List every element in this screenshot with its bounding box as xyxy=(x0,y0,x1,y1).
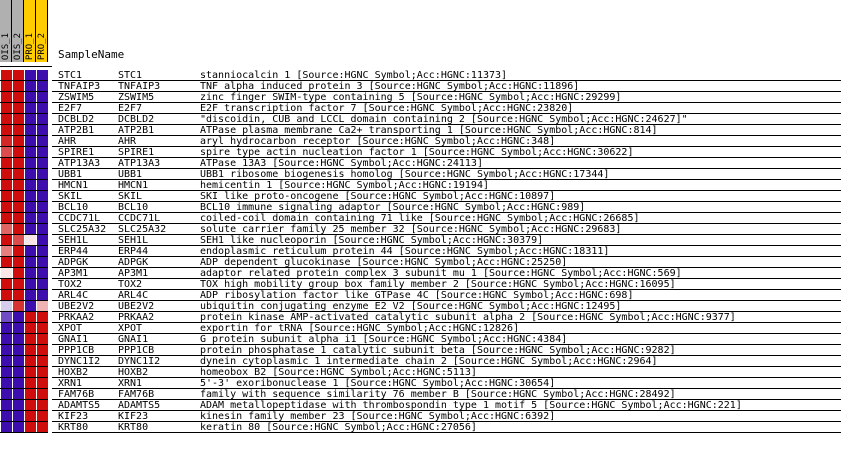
table-row[interactable] xyxy=(0,356,841,367)
table-row[interactable] xyxy=(0,279,841,290)
gene-symbol: ZSWIM5 xyxy=(58,92,95,103)
table-row[interactable] xyxy=(0,169,841,180)
heatmap-cell[interactable] xyxy=(37,411,48,421)
gene-alias: ATP2B1 xyxy=(118,125,155,136)
gene-symbol: STC1 xyxy=(58,70,83,81)
heatmap-cell[interactable] xyxy=(37,268,48,278)
gene-alias: E2F7 xyxy=(118,103,143,114)
header-divider xyxy=(0,66,52,67)
heatmap-cell[interactable] xyxy=(1,411,12,421)
heatmap-cell[interactable] xyxy=(1,257,12,267)
heatmap-cell[interactable] xyxy=(13,279,24,289)
gene-description: adaptor related protein complex 3 subunit mu 1 [Source:HGNC Symbol;Acc:HGNC:569] xyxy=(200,268,682,279)
heatmap-cell[interactable] xyxy=(1,279,12,289)
heatmap-cell[interactable] xyxy=(1,323,12,333)
gene-alias: SLC25A32 xyxy=(118,224,167,235)
heatmap-cell[interactable] xyxy=(13,136,24,146)
heatmap-cell[interactable] xyxy=(13,81,24,91)
table-row[interactable] xyxy=(0,290,841,301)
heatmap-cell[interactable] xyxy=(25,257,36,267)
gene-alias: HOXB2 xyxy=(118,367,149,378)
gene-description: coiled-coil domain containing 71 like [Source:HGNC Symbol;Acc:HGNC:26685] xyxy=(200,213,640,224)
gene-alias: ADAMTS5 xyxy=(118,400,161,411)
heatmap-cell[interactable] xyxy=(13,411,24,421)
gene-symbol: ARL4C xyxy=(58,290,89,301)
table-row[interactable] xyxy=(0,114,841,125)
heatmap-cell[interactable] xyxy=(25,136,36,146)
heatmap-cell[interactable] xyxy=(13,345,24,355)
gene-description: kinesin family member 23 [Source:HGNC Symbol;Acc:HGNC:6392] xyxy=(200,411,556,422)
gene-alias: GNAI1 xyxy=(118,334,149,345)
heatmap-cell[interactable] xyxy=(13,257,24,267)
table-row[interactable] xyxy=(0,202,841,213)
heatmap-cell[interactable] xyxy=(1,356,12,366)
gene-symbol: BCL10 xyxy=(58,202,89,213)
gene-description: SEH1 like nucleoporin [Source:HGNC Symbol;Acc:HGNC:30379] xyxy=(200,235,544,246)
heatmap-cell[interactable] xyxy=(25,246,36,256)
heatmap-cell[interactable] xyxy=(37,257,48,267)
column-header-pro-2[interactable] xyxy=(36,0,48,62)
gene-symbol: SEH1L xyxy=(58,235,89,246)
gene-symbol: TOX2 xyxy=(58,279,83,290)
column-header-ois-1[interactable] xyxy=(0,0,12,62)
gene-symbol: UBE2V2 xyxy=(58,301,95,312)
column-label: OIS_1 xyxy=(1,32,11,60)
heatmap-cell[interactable] xyxy=(25,114,36,124)
gene-symbol: PRKAA2 xyxy=(58,312,95,323)
gene-description: BCL10 immune signaling adaptor [Source:HGNC Symbol;Acc:HGNC:989] xyxy=(200,202,586,213)
heatmap-cell[interactable] xyxy=(25,389,36,399)
gene-symbol: ERP44 xyxy=(58,246,89,257)
gene-alias: SKIL xyxy=(118,191,143,202)
gene-description: endoplasmic reticulum protein 44 [Source:HGNC Symbol;Acc:HGNC:18311] xyxy=(200,246,610,257)
heatmap-cell[interactable] xyxy=(13,268,24,278)
heatmap-cell[interactable] xyxy=(25,312,36,322)
gene-symbol: FAM76B xyxy=(58,389,95,400)
heatmap-cell[interactable] xyxy=(25,400,36,410)
gene-alias: ADPGK xyxy=(118,257,149,268)
heatmap-cell[interactable] xyxy=(37,169,48,179)
gene-description: exportin for tRNA [Source:HGNC Symbol;Acc:HGNC:12826] xyxy=(200,323,520,334)
gene-description: spire type actin nucleation factor 1 [Source:HGNC Symbol;Acc:HGNC:30622] xyxy=(200,147,634,158)
heatmap-cell[interactable] xyxy=(25,92,36,102)
heatmap-cell[interactable] xyxy=(13,114,24,124)
column-label: OIS_2 xyxy=(13,32,23,60)
heatmap-cell[interactable] xyxy=(13,213,24,223)
heatmap-cell[interactable] xyxy=(25,147,36,157)
heatmap-cell[interactable] xyxy=(25,191,36,201)
table-row[interactable] xyxy=(0,213,841,224)
gene-alias: ERP44 xyxy=(118,246,149,257)
gene-description: dynein cytoplasmic 1 intermediate chain 2 [Source:HGNC Symbol;Acc:HGNC:2964] xyxy=(200,356,658,367)
gene-alias: KRT80 xyxy=(118,422,149,433)
heatmap-cell[interactable] xyxy=(25,268,36,278)
gene-symbol: E2F7 xyxy=(58,103,83,114)
heatmap-cell[interactable] xyxy=(13,378,24,388)
gene-symbol: ADPGK xyxy=(58,257,89,268)
table-row[interactable] xyxy=(0,400,841,411)
table-row[interactable] xyxy=(0,224,841,235)
heatmap-cell[interactable] xyxy=(13,70,24,80)
gene-symbol: XPOT xyxy=(58,323,83,334)
heatmap-cell[interactable] xyxy=(25,213,36,223)
table-row[interactable] xyxy=(0,345,841,356)
table-row[interactable] xyxy=(0,334,841,345)
gene-description: TOX high mobility group box family member 2 [Source:HGNC Symbol;Acc:HGNC:16095] xyxy=(200,279,676,290)
gene-alias: PPP1CB xyxy=(118,345,155,356)
gene-description: "discoidin, CUB and LCCL domain containing 2 [Source:HGNC Symbol;Acc:HGNC:24627]" xyxy=(200,114,688,125)
heatmap-cell[interactable] xyxy=(25,158,36,168)
gene-symbol: UBB1 xyxy=(58,169,83,180)
table-row[interactable] xyxy=(0,81,841,92)
heatmap-cell[interactable] xyxy=(25,169,36,179)
heatmap-cell[interactable] xyxy=(1,180,12,190)
table-row[interactable] xyxy=(0,301,841,312)
heatmap-cell[interactable] xyxy=(25,345,36,355)
heatmap-cell[interactable] xyxy=(1,389,12,399)
heatmap-cell[interactable] xyxy=(1,125,12,135)
heatmap-cell[interactable] xyxy=(37,81,48,91)
heatmap-cell[interactable] xyxy=(25,356,36,366)
gene-symbol: XRN1 xyxy=(58,378,83,389)
heatmap-cell[interactable] xyxy=(1,81,12,91)
heatmap-cell[interactable] xyxy=(25,279,36,289)
heatmap-cell[interactable] xyxy=(1,191,12,201)
table-row[interactable] xyxy=(0,257,841,268)
gene-description: 5'-3' exoribonuclease 1 [Source:HGNC Symbol;Acc:HGNC:30654] xyxy=(200,378,556,389)
table-row[interactable] xyxy=(0,180,841,191)
heatmap-cell[interactable] xyxy=(1,301,12,311)
heatmap-cell[interactable] xyxy=(1,213,12,223)
heatmap-cell[interactable] xyxy=(1,92,12,102)
heatmap-cell[interactable] xyxy=(25,103,36,113)
gene-description: ubiquitin conjugating enzyme E2 V2 [Source:HGNC Symbol;Acc:HGNC:12495] xyxy=(200,301,622,312)
heatmap-cell[interactable] xyxy=(1,147,12,157)
heatmap-cell[interactable] xyxy=(13,367,24,377)
table-row[interactable] xyxy=(0,125,841,136)
gene-alias: ZSWIM5 xyxy=(118,92,155,103)
gene-description: ADAM metallopeptidase with thrombospondin type 1 motif 5 [Source:HGNC Symbol;Acc:HGNC:221] xyxy=(200,400,742,411)
heatmap-cell[interactable] xyxy=(25,367,36,377)
heatmap-cell[interactable] xyxy=(37,114,48,124)
gene-symbol: DYNC1I2 xyxy=(58,356,101,367)
gene-description: aryl hydrocarbon receptor [Source:HGNC Symbol;Acc:HGNC:348] xyxy=(200,136,556,147)
table-row[interactable] xyxy=(0,312,841,323)
gene-description: zinc finger SWIM-type containing 5 [Source:HGNC Symbol;Acc:HGNC:29299] xyxy=(200,92,622,103)
heatmap-cell[interactable] xyxy=(25,334,36,344)
gene-symbol: CCDC71L xyxy=(58,213,101,224)
heatmap-cell[interactable] xyxy=(13,312,24,322)
heatmap-cell[interactable] xyxy=(13,246,24,256)
gene-symbol: KRT80 xyxy=(58,422,89,433)
gene-description: ADP ribosylation factor like GTPase 4C [Source:HGNC Symbol;Acc:HGNC:698] xyxy=(200,290,634,301)
gene-symbol: SPIRE1 xyxy=(58,147,95,158)
gene-alias: BCL10 xyxy=(118,202,149,213)
heatmap-cell[interactable] xyxy=(37,279,48,289)
heatmap-cell[interactable] xyxy=(13,301,24,311)
heatmap-cell[interactable] xyxy=(13,191,24,201)
heatmap-cell[interactable] xyxy=(37,389,48,399)
column-header-ois-2[interactable] xyxy=(12,0,24,62)
gene-alias: DYNC1I2 xyxy=(118,356,161,367)
heatmap-cell[interactable] xyxy=(25,422,36,432)
gene-description: ATPase plasma membrane Ca2+ transporting 1 [Source:HGNC Symbol;Acc:HGNC:814] xyxy=(200,125,658,136)
gene-alias: SEH1L xyxy=(118,235,149,246)
heatmap-cell[interactable] xyxy=(13,356,24,366)
heatmap-cell[interactable] xyxy=(37,224,48,234)
heatmap-cell[interactable] xyxy=(13,158,24,168)
heatmap-cell[interactable] xyxy=(37,378,48,388)
gene-symbol: ATP13A3 xyxy=(58,158,101,169)
heatmap-cell[interactable] xyxy=(13,422,24,432)
heatmap-cell[interactable] xyxy=(1,367,12,377)
heatmap-cell[interactable] xyxy=(13,103,24,113)
heatmap-cell[interactable] xyxy=(37,422,48,432)
heatmap-cell[interactable] xyxy=(37,158,48,168)
heatmap-cell[interactable] xyxy=(37,367,48,377)
heatmap-cell[interactable] xyxy=(37,147,48,157)
gene-symbol: HMCN1 xyxy=(58,180,89,191)
table-row[interactable] xyxy=(0,268,841,279)
gene-symbol: AP3M1 xyxy=(58,268,89,279)
gene-description: TNF alpha induced protein 3 [Source:HGNC Symbol;Acc:HGNC:11896] xyxy=(200,81,580,92)
table-row[interactable] xyxy=(0,92,841,103)
heatmap-cell[interactable] xyxy=(37,103,48,113)
heatmap-cell[interactable] xyxy=(37,202,48,212)
heatmap-cell[interactable] xyxy=(13,147,24,157)
heatmap-cell[interactable] xyxy=(1,136,12,146)
gene-symbol: KIF23 xyxy=(58,411,89,422)
table-row[interactable] xyxy=(0,103,841,114)
gene-alias: ARL4C xyxy=(118,290,149,301)
table-row[interactable] xyxy=(0,422,841,433)
heatmap-cell[interactable] xyxy=(13,224,24,234)
heatmap-cell[interactable] xyxy=(37,334,48,344)
heatmap-cell[interactable] xyxy=(25,378,36,388)
heatmap-cell[interactable] xyxy=(13,235,24,245)
heatmap-cell[interactable] xyxy=(25,224,36,234)
gene-alias: TNFAIP3 xyxy=(118,81,161,92)
gene-alias: XRN1 xyxy=(118,378,143,389)
gene-description: stanniocalcin 1 [Source:HGNC Symbol;Acc:HGNC:11373] xyxy=(200,70,508,81)
heatmap-header xyxy=(0,0,841,70)
heatmap-cell[interactable] xyxy=(25,235,36,245)
gene-alias: HMCN1 xyxy=(118,180,149,191)
gene-description: E2F transcription factor 7 [Source:HGNC Symbol;Acc:HGNC:23820] xyxy=(200,103,574,114)
gene-symbol: AHR xyxy=(58,136,77,147)
table-row[interactable] xyxy=(0,191,841,202)
gene-description: ATPase 13A3 [Source:HGNC Symbol;Acc:HGNC:24113] xyxy=(200,158,483,169)
heatmap-cell[interactable] xyxy=(1,224,12,234)
heatmap-cell[interactable] xyxy=(13,290,24,300)
heatmap-cell[interactable] xyxy=(13,323,24,333)
heatmap-cell[interactable] xyxy=(1,235,12,245)
gene-alias: DCBLD2 xyxy=(118,114,155,125)
gene-description: keratin 80 [Source:HGNC Symbol;Acc:HGNC:27056] xyxy=(200,422,477,433)
heatmap-cell[interactable] xyxy=(25,70,36,80)
heatmap-cell[interactable] xyxy=(37,92,48,102)
sample-name-label: SampleName xyxy=(58,48,125,61)
gene-alias: AHR xyxy=(118,136,137,147)
heatmap-cell[interactable] xyxy=(13,334,24,344)
heatmap-cell[interactable] xyxy=(1,422,12,432)
heatmap-cell[interactable] xyxy=(37,136,48,146)
gene-description: ADP dependent glucokinase [Source:HGNC Symbol;Acc:HGNC:25250] xyxy=(200,257,568,268)
heatmap-cell[interactable] xyxy=(1,103,12,113)
column-header-pro-1[interactable] xyxy=(24,0,36,62)
gene-alias: UBB1 xyxy=(118,169,143,180)
heatmap-cell[interactable] xyxy=(1,312,12,322)
gene-alias: KIF23 xyxy=(118,411,149,422)
gene-description: family with sequence similarity 76 member B [Source:HGNC Symbol;Acc:HGNC:28492] xyxy=(200,389,676,400)
heatmap-cell[interactable] xyxy=(1,70,12,80)
heatmap-cell[interactable] xyxy=(13,92,24,102)
gene-alias: SPIRE1 xyxy=(118,147,155,158)
table-row[interactable] xyxy=(0,158,841,169)
heatmap-cell[interactable] xyxy=(37,301,48,311)
heatmap-cell[interactable] xyxy=(1,345,12,355)
heatmap-cell[interactable] xyxy=(37,400,48,410)
heatmap-cell[interactable] xyxy=(37,70,48,80)
table-row[interactable] xyxy=(0,136,841,147)
heatmap-cell[interactable] xyxy=(37,180,48,190)
table-row[interactable] xyxy=(0,147,841,158)
gene-symbol: ATP2B1 xyxy=(58,125,95,136)
heatmap-cell[interactable] xyxy=(1,169,12,179)
gene-symbol: ADAMTS5 xyxy=(58,400,101,411)
table-row[interactable] xyxy=(0,389,841,400)
column-label: PRO_1 xyxy=(25,32,35,60)
heatmap-cell[interactable] xyxy=(13,169,24,179)
heatmap-cell[interactable] xyxy=(37,235,48,245)
gene-description: homeobox B2 [Source:HGNC Symbol;Acc:HGNC:5113] xyxy=(200,367,477,378)
gene-alias: CCDC71L xyxy=(118,213,161,224)
heatmap-cell[interactable] xyxy=(13,180,24,190)
heatmap-cell[interactable] xyxy=(37,323,48,333)
gene-description: hemicentin 1 [Source:HGNC Symbol;Acc:HGNC:19194] xyxy=(200,180,489,191)
heatmap-cell[interactable] xyxy=(25,125,36,135)
gene-symbol: SKIL xyxy=(58,191,83,202)
gene-description: UBB1 ribosome biogenesis homolog [Source:HGNC Symbol;Acc:HGNC:17344] xyxy=(200,169,610,180)
table-row[interactable] xyxy=(0,367,841,378)
heatmap-cell[interactable] xyxy=(25,411,36,421)
heatmap-cell[interactable] xyxy=(1,114,12,124)
heatmap-cell[interactable] xyxy=(13,202,24,212)
heatmap-cell[interactable] xyxy=(1,334,12,344)
heatmap-cell[interactable] xyxy=(37,191,48,201)
gene-alias: XPOT xyxy=(118,323,143,334)
heatmap-cell[interactable] xyxy=(25,180,36,190)
table-row[interactable] xyxy=(0,246,841,257)
cell-separator xyxy=(0,432,48,433)
gene-symbol: HOXB2 xyxy=(58,367,89,378)
heatmap-cell[interactable] xyxy=(37,246,48,256)
table-row[interactable] xyxy=(0,411,841,422)
gene-symbol: GNAI1 xyxy=(58,334,89,345)
gene-alias: FAM76B xyxy=(118,389,155,400)
heatmap-cell[interactable] xyxy=(37,312,48,322)
gene-symbol: DCBLD2 xyxy=(58,114,95,125)
gene-description: G protein subunit alpha i1 [Source:HGNC Symbol;Acc:HGNC:4384] xyxy=(200,334,568,345)
heatmap-cell[interactable] xyxy=(1,268,12,278)
heatmap-cell[interactable] xyxy=(25,81,36,91)
heatmap-cell[interactable] xyxy=(13,400,24,410)
heatmap-cell[interactable] xyxy=(13,125,24,135)
gene-description: protein kinase AMP-activated catalytic subunit alpha 2 [Source:HGNC Symbol;Acc:HGNC:9377] xyxy=(200,312,736,323)
heatmap-cell[interactable] xyxy=(37,213,48,223)
table-row[interactable] xyxy=(0,70,841,81)
gene-description: solute carrier family 25 member 32 [Source:HGNC Symbol;Acc:HGNC:29683] xyxy=(200,224,622,235)
gene-alias: UBE2V2 xyxy=(118,301,155,312)
table-row[interactable] xyxy=(0,235,841,246)
heatmap-cell[interactable] xyxy=(1,378,12,388)
table-row[interactable] xyxy=(0,378,841,389)
heatmap-cell[interactable] xyxy=(1,246,12,256)
gene-description: SKI like proto-oncogene [Source:HGNC Symbol;Acc:HGNC:10897] xyxy=(200,191,556,202)
gene-symbol: PPP1CB xyxy=(58,345,95,356)
gene-symbol: SLC25A32 xyxy=(58,224,107,235)
heatmap-cell[interactable] xyxy=(25,323,36,333)
heatmap-cell[interactable] xyxy=(1,158,12,168)
gene-alias: AP3M1 xyxy=(118,268,149,279)
heatmap-cell[interactable] xyxy=(37,290,48,300)
heatmap-cell[interactable] xyxy=(37,125,48,135)
heatmap-cell[interactable] xyxy=(37,345,48,355)
gene-symbol: TNFAIP3 xyxy=(58,81,101,92)
heatmap-cell[interactable] xyxy=(37,356,48,366)
gene-alias: TOX2 xyxy=(118,279,143,290)
heatmap-cell[interactable] xyxy=(1,202,12,212)
table-row[interactable] xyxy=(0,323,841,334)
heatmap-cell[interactable] xyxy=(25,301,36,311)
heatmap-cell[interactable] xyxy=(13,389,24,399)
gene-alias: PRKAA2 xyxy=(118,312,155,323)
gene-alias: ATP13A3 xyxy=(118,158,161,169)
gene-alias: STC1 xyxy=(118,70,143,81)
column-label: PRO_2 xyxy=(37,32,47,60)
gene-description: protein phosphatase 1 catalytic subunit beta [Source:HGNC Symbol;Acc:HGNC:9282] xyxy=(200,345,676,356)
heatmap-cell[interactable] xyxy=(1,400,12,410)
heatmap-cell[interactable] xyxy=(25,202,36,212)
heatmap-cell[interactable] xyxy=(1,290,12,300)
heatmap-cell[interactable] xyxy=(25,290,36,300)
